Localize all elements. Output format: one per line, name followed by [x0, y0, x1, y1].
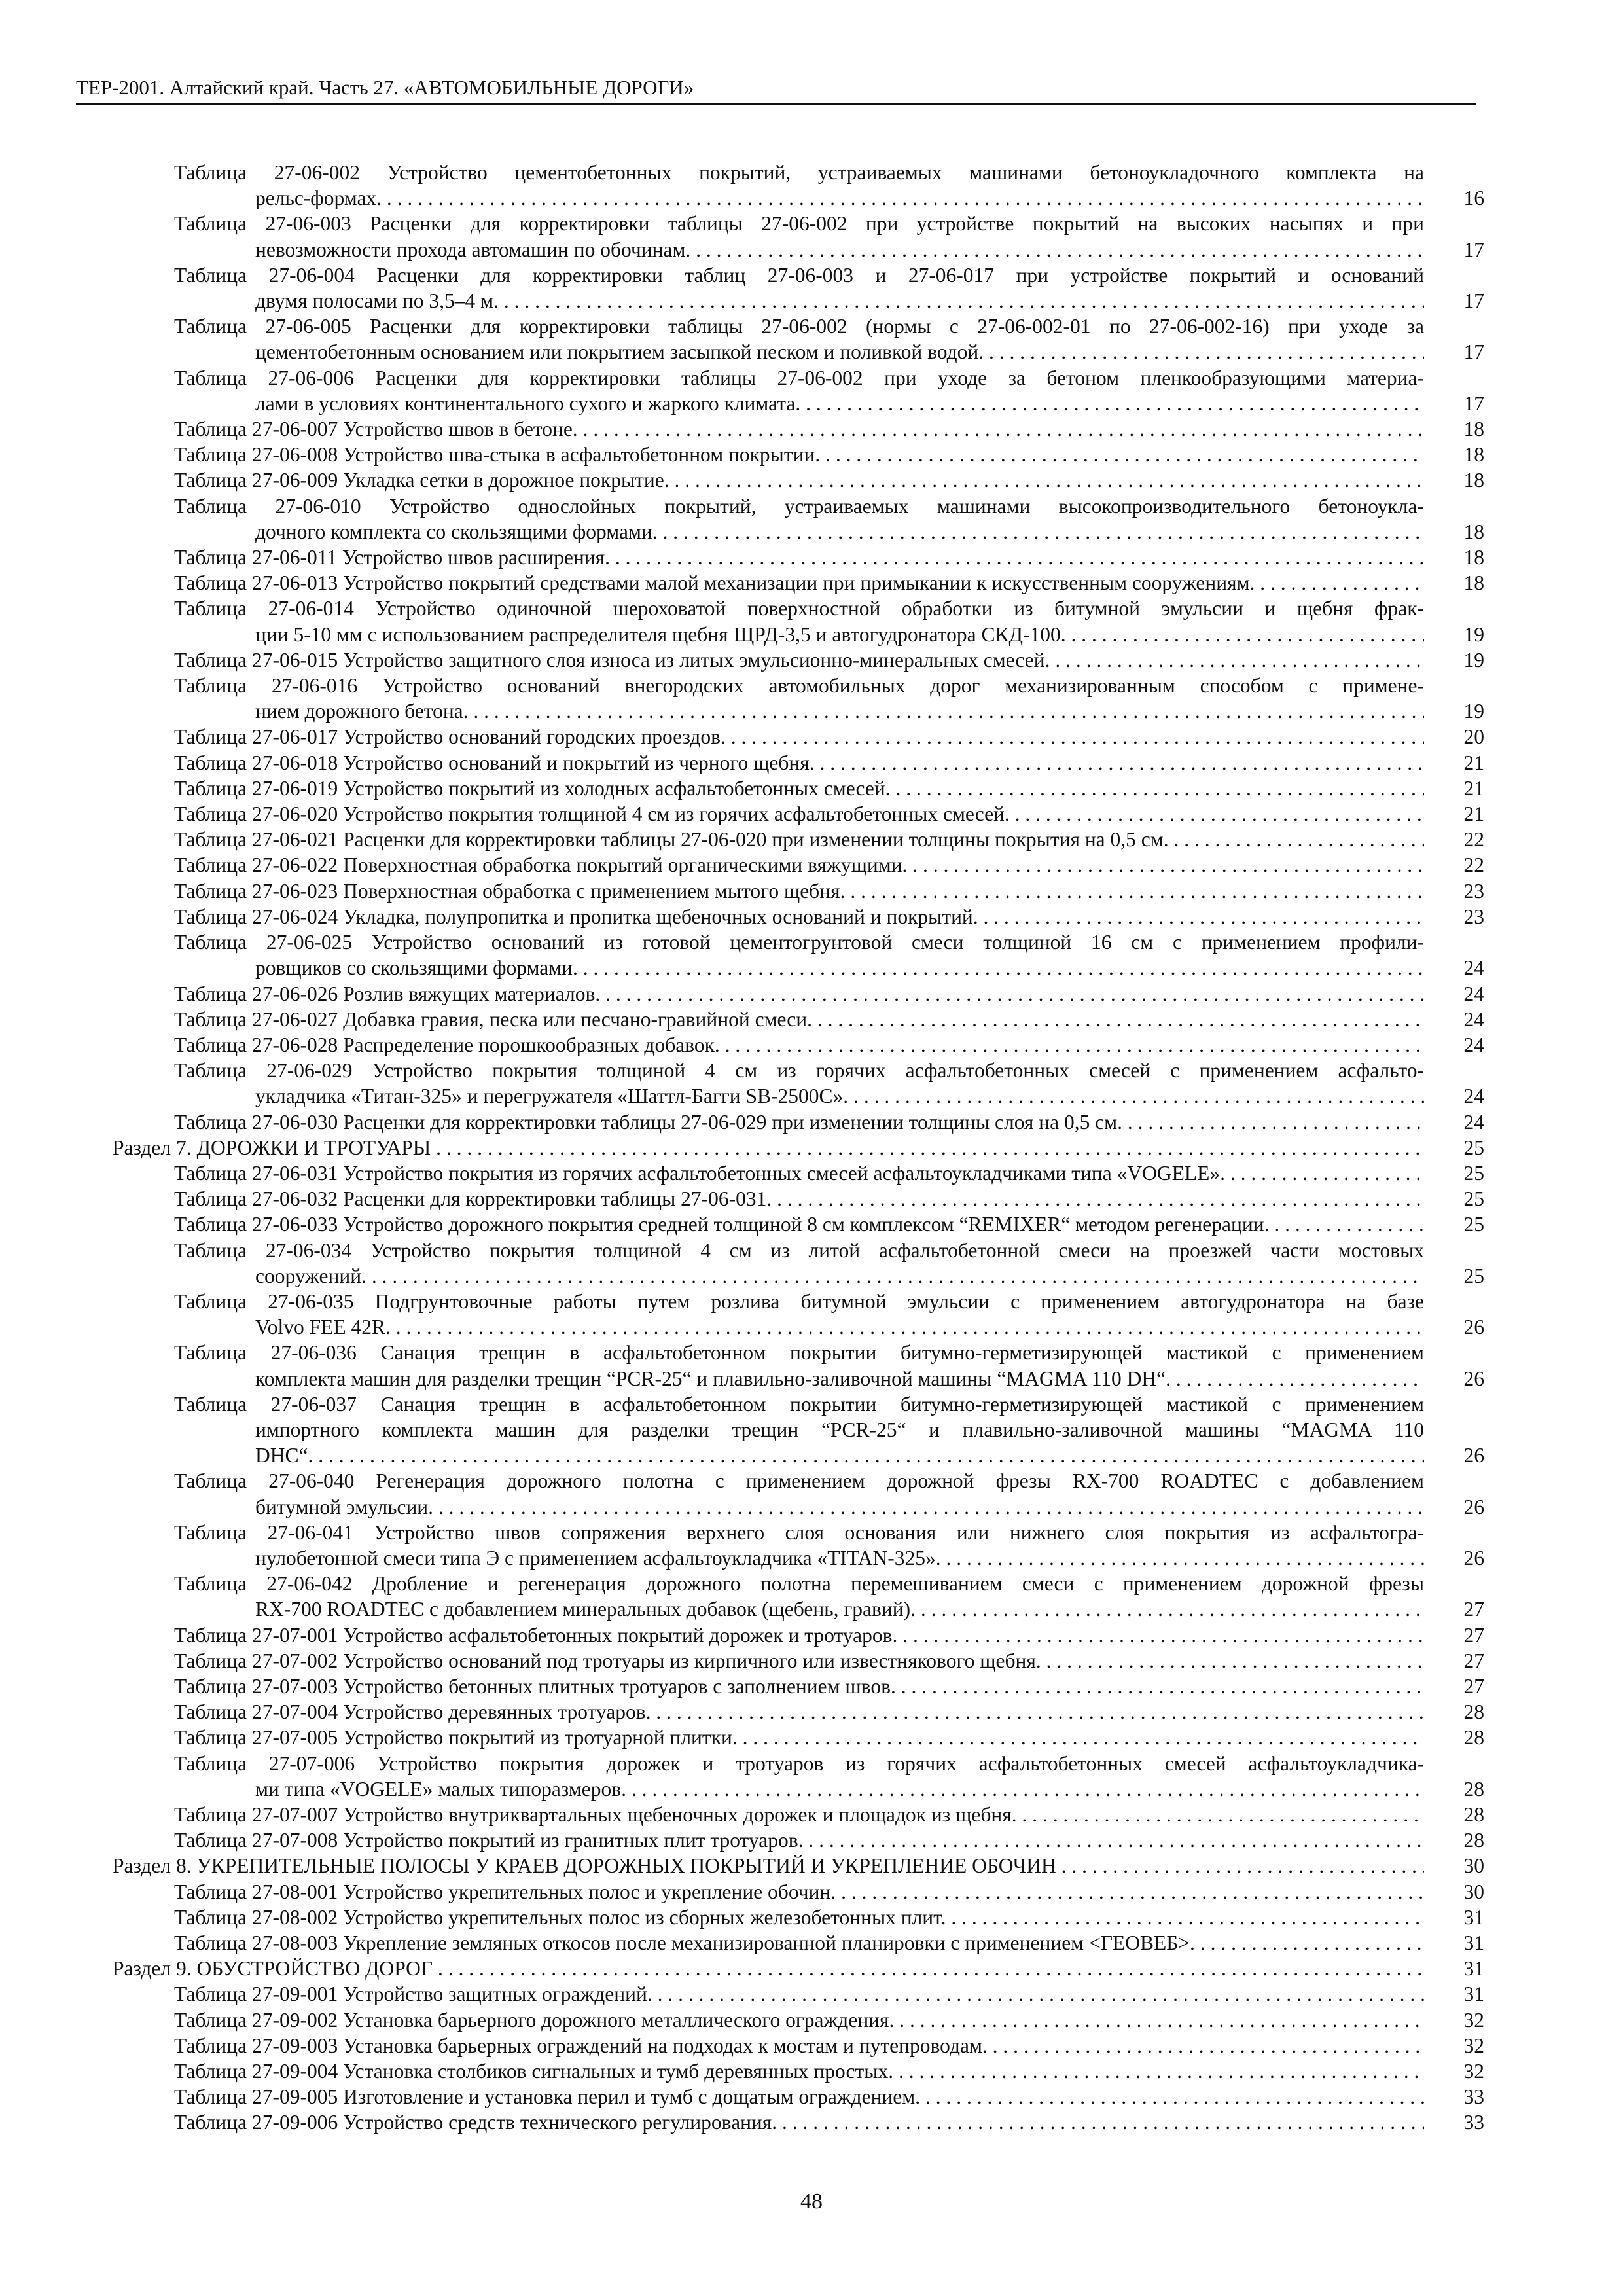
toc-entry-title-line: импортного комплекта машин для разделки трещин “PCR-25“ и плавильно-заливочной машины “MAGMA 110	[255, 1418, 1424, 1441]
toc-page-number: 18	[1463, 418, 1484, 441]
toc-page-number: 18	[1463, 520, 1484, 543]
toc-page-number: 25	[1463, 1161, 1484, 1185]
toc-table-entry[interactable]	[113, 1699, 1484, 1725]
toc-entry-title	[174, 1391, 1484, 1469]
toc-page-number: 27	[1463, 1649, 1484, 1672]
toc-page-number: 24	[1463, 982, 1484, 1005]
toc-page-number: 18	[1463, 443, 1484, 467]
toc-page-number: 31	[1463, 1931, 1484, 1955]
toc-entry-title	[174, 1520, 1484, 1571]
toc-table-entry[interactable]	[113, 314, 1484, 365]
toc-page-number: 32	[1463, 2034, 1484, 2057]
toc-entry-title	[174, 1160, 1484, 1186]
toc-entry-title-last-line: Таблица 27-06-018 Устройство оснований и покрытий из черного щебня. . . .	[174, 750, 1424, 776]
toc-table-entry[interactable]	[113, 211, 1484, 262]
toc-entry-title	[174, 1032, 1484, 1058]
toc-entry-title-last-line: Таблица 27-09-004 Установка столбиков сигнальных и тумб деревянных простых. . . .	[174, 2058, 1424, 2084]
toc-entry-title-last-line: Таблица 27-06-007 Устройство швов в бетоне. . . .	[174, 416, 1424, 442]
toc-page-number: 18	[1463, 469, 1484, 492]
toc-entry-title	[174, 1751, 1484, 1802]
toc-entry-title	[174, 1879, 1484, 1905]
toc-section-entry[interactable]	[113, 1853, 1484, 1878]
toc-entry-title	[174, 570, 1484, 596]
toc-page-number: 19	[1463, 700, 1484, 723]
toc-entry-title	[174, 1340, 1484, 1391]
toc-entry-title-last-line: ми типа «VOGELE» малых типоразмеров. . . .	[174, 1776, 1424, 1802]
toc-entry-title-last-line: Таблица 27-06-030 Расценки для корректировки таблицы 27-06-029 при изменении толщины слоя на 0,5 см. . . .	[174, 1109, 1424, 1135]
toc-page-number: 30	[1463, 1854, 1484, 1878]
toc-entry-title	[174, 2084, 1484, 2109]
toc-entry-title	[174, 211, 1484, 262]
toc-entry-title-last-line: Таблица 27-09-003 Установка барьерных ограждений на подходах к мостам и путепроводам. . . .	[174, 2033, 1424, 2058]
toc-entry-title-last-line: рельс-формах. . . .	[174, 185, 1424, 211]
toc-table-entry[interactable]	[113, 1879, 1484, 1905]
toc-table-entry[interactable]	[113, 570, 1484, 596]
toc-entry-title-line: Таблица 27-06-034 Устройство покрытия толщиной 4 см из литой асфальтобетонной смеси на проезжей части мостовых	[174, 1238, 1424, 1262]
toc-table-entry[interactable]	[113, 2007, 1484, 2033]
toc-entry-title-line: Таблица 27-06-010 Устройство однослойных покрытий, устраиваемых машинами высокопроизводительного бетоноукла-	[174, 494, 1424, 518]
toc-entry-title-last-line: Таблица 27-06-020 Устройство покрытия толщиной 4 см из горячих асфальтобетонных смесей. . . .	[174, 801, 1424, 827]
toc-page-number: 17	[1463, 289, 1484, 313]
toc-table-entry[interactable]	[113, 981, 1484, 1007]
toc-table-entry[interactable]	[113, 365, 1484, 416]
toc-entry-title	[174, 365, 1484, 416]
toc-entry-title	[174, 827, 1484, 852]
toc-entry-title	[174, 1211, 1484, 1237]
toc-entry-title	[174, 160, 1484, 211]
toc-entry-title-last-line: лами в условиях континентального сухого и жаркого климата. . . .	[174, 391, 1424, 416]
toc-page-number: 28	[1463, 1829, 1484, 1852]
toc-table-entry[interactable]	[113, 878, 1484, 904]
toc-table-entry[interactable]	[113, 493, 1484, 545]
toc-entry-title-line: Таблица 27-06-014 Устройство одиночной шероховатой поверхностной обработки из битумной эмульсии и щебня фрак-	[174, 597, 1424, 620]
toc-entry-title-line: Таблица 27-06-036 Санация трещин в асфальтобетонном покрытии битумно-герметизирующей мастикой с применением	[174, 1341, 1424, 1365]
toc-page-number: 24	[1463, 1033, 1484, 1056]
toc-entry-title	[174, 596, 1484, 647]
toc-table-entry[interactable]	[113, 724, 1484, 749]
toc-table-entry[interactable]	[113, 776, 1484, 801]
toc-table-entry[interactable]	[113, 1802, 1484, 1827]
toc-entry-title-line: Таблица 27-06-037 Санация трещин в асфальтобетонном покрытии битумно-герметизирующей мастикой с применением	[174, 1392, 1424, 1416]
toc-page-number: 31	[1463, 1905, 1484, 1929]
toc-table-entry[interactable]	[113, 1930, 1484, 1956]
toc-table-entry[interactable]	[113, 1648, 1484, 1674]
toc-entry-title-last-line: RX-700 ROADTEC с добавлением минеральных добавок (щебень, гравий). . . .	[174, 1596, 1424, 1622]
toc-table-entry[interactable]	[113, 1109, 1484, 1135]
toc-page-number: 24	[1463, 956, 1484, 980]
toc-entry-title-line: Таблица 27-06-029 Устройство покрытия толщиной 4 см из горячих асфальтобетонных смесей с применением асфальто-	[174, 1059, 1424, 1083]
toc-entry-title-last-line: комплекта машин для разделки трещин “PCR-25“ и плавильно-заливочной машины “MAGMA 110 DH“. . . .	[174, 1366, 1424, 1391]
toc-entry-title-last-line: Таблица 27-06-022 Поверхностная обработка покрытий органическими вяжущими. . . .	[174, 852, 1424, 878]
toc-entry-title-last-line: Таблица 27-06-028 Распределение порошкообразных добавок. . . .	[174, 1032, 1424, 1058]
toc-entry-title-line: Таблица 27-06-040 Регенерация дорожного полотна с применением дорожной фрезы RX-700 ROADTEC с добавлением	[174, 1469, 1424, 1493]
toc-entry-title-last-line: Таблица 27-08-003 Укрепление земляных откосов после механизированной планировки с применением <ГЕОВЕБ>. . . .	[174, 1930, 1424, 1956]
toc-entry-title-last-line: Таблица 27-06-019 Устройство покрытий из холодных асфальтобетонных смесей. . . .	[174, 776, 1424, 801]
toc-page-number: 26	[1463, 1316, 1484, 1339]
toc-entry-title	[174, 545, 1484, 570]
toc-entry-title	[174, 467, 1484, 493]
toc-table-entry[interactable]	[113, 1032, 1484, 1058]
toc-entry-title-last-line: Таблица 27-07-003 Устройство бетонных плитных тротуаров с заполнением швов. . . .	[174, 1674, 1424, 1699]
toc-page-number: 17	[1463, 238, 1484, 261]
toc-entry-title-last-line: Раздел 7. ДОРОЖКИ И ТРОТУАРЫ . . .	[113, 1135, 1424, 1160]
toc-section-entry[interactable]	[113, 1135, 1484, 1160]
toc-entry-title-line: Таблица 27-06-041 Устройство швов сопряжения верхнего слоя основания или нижнего слоя покрытия из асфальтогра-	[174, 1520, 1424, 1544]
toc-entry-title	[174, 647, 1484, 673]
toc-page-number: 27	[1463, 1598, 1484, 1621]
toc-table-entry[interactable]	[113, 647, 1484, 673]
toc-table-entry[interactable]	[113, 1571, 1484, 1622]
toc-table-entry[interactable]	[113, 545, 1484, 570]
toc-entry-title-last-line: битумной эмульсии. . . .	[174, 1494, 1424, 1520]
toc-page-number: 21	[1463, 751, 1484, 774]
toc-page-number: 24	[1463, 1110, 1484, 1134]
toc-entry-title-line: Таблица 27-06-035 Подгрунтовочные работы путем розлива битумной эмульсии с применением автогудронатора на базе	[174, 1289, 1424, 1313]
toc-entry-title	[174, 878, 1484, 904]
toc-table-entry[interactable]	[113, 160, 1484, 211]
toc-page-number: 32	[1463, 2008, 1484, 2032]
toc-entry-title	[174, 929, 1484, 980]
toc-table-entry[interactable]	[113, 2058, 1484, 2084]
page-number: 48	[800, 2189, 823, 2214]
toc-page-number: 24	[1463, 1007, 1484, 1031]
toc-entry-title-last-line: Таблица 27-07-005 Устройство покрытий из тротуарной плитки. . . .	[174, 1725, 1424, 1750]
toc-entry-title	[174, 724, 1484, 749]
toc-page-number: 31	[1463, 1982, 1484, 2006]
toc-entry-title-last-line: ровщиков со скользящими формами. . . .	[174, 955, 1424, 980]
toc-table-entry[interactable]	[113, 1186, 1484, 1211]
toc-table-entry[interactable]	[113, 801, 1484, 827]
toc-page-number: 25	[1463, 1264, 1484, 1287]
toc-page-number: 26	[1463, 1495, 1484, 1518]
toc-entry-title-last-line: Раздел 8. УКРЕПИТЕЛЬНЫЕ ПОЛОСЫ У КРАЕВ ДОРОЖНЫХ ПОКРЫТИЙ И УКРЕПЛЕНИЕ ОБОЧИН . . .	[113, 1853, 1424, 1878]
toc-entry-title	[174, 1058, 1484, 1109]
toc-page-number: 33	[1463, 2085, 1484, 2109]
toc-page-number: 18	[1463, 571, 1484, 595]
toc-entry-title-last-line: Таблица 27-07-008 Устройство покрытий из гранитных плит тротуаров. . . .	[174, 1827, 1424, 1853]
toc-page-number: 23	[1463, 905, 1484, 928]
toc-page-number: 28	[1463, 1803, 1484, 1826]
toc-table-entry[interactable]	[113, 1674, 1484, 1699]
toc-table-entry[interactable]	[113, 929, 1484, 980]
toc-entry-title-last-line: нием дорожного бетона. . . .	[174, 698, 1424, 724]
toc-entry-title	[113, 1956, 1484, 1981]
toc-entry-title	[174, 2109, 1484, 2135]
toc-entry-title-line: Таблица 27-06-006 Расценки для корректировки таблицы 27-06-002 при уходе за бетоном пленкообразующими материа-	[174, 366, 1424, 389]
toc-table-entry[interactable]	[113, 1289, 1484, 1340]
toc-entry-title-last-line: двумя полосами по 3,5–4 м. . . .	[174, 288, 1424, 314]
toc-page-number: 27	[1463, 1623, 1484, 1647]
toc-entry-title-last-line: Таблица 27-06-009 Укладка сетки в дорожное покрытие. . . .	[174, 467, 1424, 493]
toc-entry-title-last-line: Таблица 27-09-005 Изготовление и установка перил и тумб с дощатым ограждением. . . .	[174, 2084, 1424, 2109]
toc-entry-title	[174, 750, 1484, 776]
toc-table-entry[interactable]	[113, 1751, 1484, 1802]
toc-entry-title	[174, 1007, 1484, 1032]
toc-page-number: 22	[1463, 853, 1484, 877]
toc-page-number: 30	[1463, 1880, 1484, 1903]
toc-entry-title	[174, 1289, 1484, 1340]
toc-table-entry[interactable]	[113, 1058, 1484, 1109]
toc-entry-title-line: Таблица 27-06-042 Дробление и регенерация дорожного полотна перемешиванием смеси с применением дорожной фрезы	[174, 1572, 1424, 1596]
toc-table-entry[interactable]	[113, 1905, 1484, 1930]
toc-table-entry[interactable]	[113, 416, 1484, 442]
toc-page-number: 28	[1463, 1726, 1484, 1749]
toc-entry-title	[174, 1238, 1484, 1289]
toc-entry-title-last-line: Таблица 27-08-001 Устройство укрепительных полос и укрепление обочин. . . .	[174, 1879, 1424, 1905]
toc-entry-title-last-line: Таблица 27-06-023 Поверхностная обработка с применением мытого щебня. . . .	[174, 878, 1424, 904]
toc-entry-title-last-line: Таблица 27-07-007 Устройство внутриквартальных щебеночных дорожек и площадок из щебня. . . .	[174, 1802, 1424, 1827]
toc-entry-title	[174, 1905, 1484, 1930]
toc-entry-title-last-line: Таблица 27-06-011 Устройство швов расширения. . . .	[174, 545, 1424, 570]
toc-entry-title-last-line: Таблица 27-06-031 Устройство покрытия из горячих асфальтобетонных смесей асфальтоукладчиками типа «VOGELE». . . .	[174, 1160, 1424, 1186]
toc-table-entry[interactable]	[113, 1238, 1484, 1289]
toc-entry-title-last-line: нулобетонной смеси типа Э с применением асфальтоукладчика «TITAN-325». . . .	[174, 1545, 1424, 1571]
toc-table-entry[interactable]	[113, 750, 1484, 776]
toc-table-entry[interactable]	[113, 1520, 1484, 1571]
toc-entry-title	[174, 493, 1484, 545]
toc-entry-title	[174, 416, 1484, 442]
toc-entry-title-last-line: Таблица 27-06-008 Устройство шва-стыка в асфальтобетонном покрытии. . . .	[174, 442, 1424, 467]
toc-entry-title	[174, 981, 1484, 1007]
toc-entry-title	[174, 1186, 1484, 1211]
toc-table-entry[interactable]	[113, 442, 1484, 467]
toc-entry-title-last-line: цементобетонным основанием или покрытием засыпкой песком и поливкой водой. . . .	[174, 339, 1424, 365]
toc-table-entry[interactable]	[113, 2084, 1484, 2109]
toc-table-entry[interactable]	[113, 673, 1484, 724]
toc-entry-title-last-line: сооружений. . . .	[174, 1263, 1424, 1289]
toc-page-number: 24	[1463, 1085, 1484, 1108]
toc-entry-title-last-line: Таблица 27-07-001 Устройство асфальтобетонных покрытий дорожек и тротуаров. . . .	[174, 1623, 1424, 1648]
table-of-contents	[113, 160, 1484, 2136]
toc-page-number: 19	[1463, 648, 1484, 672]
toc-table-entry[interactable]	[113, 1340, 1484, 1391]
toc-entry-title	[174, 1930, 1484, 1956]
toc-entry-title-line: Таблица 27-07-006 Устройство покрытия дорожек и тротуаров из горячих асфальтобетонных смесей асфальтоукладчика-	[174, 1751, 1424, 1775]
toc-entry-title-last-line: Таблица 27-06-013 Устройство покрытий средствами малой механизации при примыкании к искусственным сооружениям. . . .	[174, 570, 1424, 596]
toc-entry-title	[174, 2007, 1484, 2033]
toc-entry-title-line: Таблица 27-06-005 Расценки для корректировки таблицы 27-06-002 (нормы с 27-06-002-01 по 27-06-002-16) при уходе за	[174, 315, 1424, 338]
toc-entry-title-last-line: Таблица 27-08-002 Устройство укрепительных полос из сборных железобетонных плит. . . .	[174, 1905, 1424, 1930]
toc-table-entry[interactable]	[113, 2109, 1484, 2135]
toc-page-number: 18	[1463, 546, 1484, 569]
toc-page-number: 22	[1463, 828, 1484, 852]
running-header: ТЕР-2001. Алтайский край. Часть 27. «АВТОМОБИЛЬНЫЕ ДОРОГИ»	[76, 73, 1476, 105]
toc-table-entry[interactable]	[113, 1007, 1484, 1032]
toc-entry-title	[174, 1827, 1484, 1853]
toc-entry-title-line: Таблица 27-06-002 Устройство цементобетонных покрытий, устраиваемых машинами бетоноукладочного комплекта на	[174, 161, 1424, 184]
toc-entry-title	[174, 442, 1484, 467]
toc-entry-title-last-line: Таблица 27-06-033 Устройство дорожного покрытия средней толщиной 8 см комплексом “REMIXER“ методом регенерации. . . .	[174, 1211, 1424, 1237]
toc-entry-title-line: Таблица 27-06-025 Устройство оснований из готовой цементогрунтовой смеси толщиной 16 см с применением профили-	[174, 931, 1424, 954]
toc-table-entry[interactable]	[113, 827, 1484, 852]
toc-entry-title	[174, 1981, 1484, 2007]
toc-entry-title	[174, 1725, 1484, 1750]
toc-page-number: 26	[1463, 1444, 1484, 1467]
toc-entry-title-last-line: Таблица 27-06-027 Добавка гравия, песка или песчано-гравийной смеси. . . .	[174, 1007, 1424, 1032]
toc-entry-title-last-line: Таблица 27-06-026 Розлив вяжущих материалов. . . .	[174, 981, 1424, 1007]
toc-entry-title-last-line: Таблица 27-06-017 Устройство оснований городских проездов. . . .	[174, 724, 1424, 749]
toc-page-number: 32	[1463, 2060, 1484, 2083]
toc-table-entry[interactable]	[113, 1391, 1484, 1469]
toc-page-number: 28	[1463, 1777, 1484, 1801]
toc-entry-title-last-line: Таблица 27-06-032 Расценки для корректировки таблицы 27-06-031. . . .	[174, 1186, 1424, 1211]
toc-table-entry[interactable]	[113, 2033, 1484, 2058]
toc-entry-title	[174, 262, 1484, 314]
toc-entry-title-last-line: Таблица 27-09-006 Устройство средств технического регулирования. . . .	[174, 2109, 1424, 2135]
toc-entry-title-last-line: DHC“. . . .	[174, 1443, 1424, 1468]
toc-entry-title	[174, 1802, 1484, 1827]
toc-page-number: 17	[1463, 391, 1484, 415]
toc-entry-title	[174, 801, 1484, 827]
toc-page-number: 23	[1463, 879, 1484, 903]
toc-page-number: 27	[1463, 1674, 1484, 1698]
toc-table-entry[interactable]	[113, 1827, 1484, 1853]
toc-table-entry[interactable]	[113, 1981, 1484, 2007]
toc-page-number: 26	[1463, 1367, 1484, 1390]
toc-table-entry[interactable]	[113, 852, 1484, 878]
toc-page-number: 16	[1463, 187, 1484, 210]
toc-page-number: 25	[1463, 1213, 1484, 1236]
toc-page-number: 20	[1463, 725, 1484, 749]
toc-page-number: 25	[1463, 1136, 1484, 1159]
toc-page-number: 19	[1463, 622, 1484, 646]
toc-entry-title	[174, 1623, 1484, 1648]
toc-entry-title-last-line: Таблица 27-07-002 Устройство оснований под тротуары из кирпичного или известнякового щебня. . . .	[174, 1648, 1424, 1674]
toc-entry-title-last-line: Таблица 27-07-004 Устройство деревянных тротуаров. . . .	[174, 1699, 1424, 1725]
toc-entry-title-last-line: Таблица 27-06-015 Устройство защитного слоя износа из литых эмульсионно-минеральных смесей. . . .	[174, 647, 1424, 673]
toc-table-entry[interactable]	[113, 262, 1484, 314]
toc-page-number: 33	[1463, 2111, 1484, 2134]
toc-entry-title	[174, 904, 1484, 929]
toc-entry-title-last-line: Таблица 27-06-021 Расценки для корректировки таблицы 27-06-020 при изменении толщины покрытия на 0,5 см. . . .	[174, 827, 1424, 852]
toc-entry-title	[174, 1468, 1484, 1519]
toc-entry-title	[113, 1853, 1484, 1878]
toc-page-number: 21	[1463, 802, 1484, 826]
toc-entry-title-last-line: Раздел 9. ОБУСТРОЙСТВО ДОРОГ . . .	[113, 1956, 1424, 1981]
toc-entry-title-last-line: укладчика «Титан-325» и перегружателя «Шаттл-Багги SB-2500С». . . .	[174, 1083, 1424, 1109]
toc-entry-title	[174, 1699, 1484, 1725]
toc-table-entry[interactable]	[113, 596, 1484, 647]
toc-entry-title-last-line: Таблица 27-06-024 Укладка, полупропитка и пропитка щебеночных оснований и покрытий. . . .	[174, 904, 1424, 929]
toc-page-number: 21	[1463, 776, 1484, 800]
toc-entry-title-last-line: Volvo FEE 42R. . . .	[174, 1314, 1424, 1340]
toc-table-entry[interactable]	[113, 1468, 1484, 1519]
toc-page-number: 28	[1463, 1700, 1484, 1724]
toc-page-number: 17	[1463, 340, 1484, 364]
toc-entry-title-line: Таблица 27-06-003 Расценки для корректировки таблицы 27-06-002 при устройстве покрытий на высоких насыпях и при	[174, 212, 1424, 236]
toc-table-entry[interactable]	[113, 1725, 1484, 1750]
toc-entry-title	[174, 776, 1484, 801]
toc-entry-title-last-line: Таблица 27-09-001 Устройство защитных ограждений. . . .	[174, 1981, 1424, 2007]
toc-page-number: 25	[1463, 1187, 1484, 1211]
toc-table-entry[interactable]	[113, 467, 1484, 493]
toc-table-entry[interactable]	[113, 1623, 1484, 1648]
toc-entry-title-line: Таблица 27-06-004 Расценки для корректировки таблиц 27-06-003 и 27-06-017 при устройстве покрытий и оснований	[174, 263, 1424, 287]
toc-entry-title-last-line: невозможности прохода автомашин по обочинам. . . .	[174, 237, 1424, 262]
toc-entry-title	[174, 2033, 1484, 2058]
toc-entry-title	[174, 852, 1484, 878]
toc-entry-title	[174, 2058, 1484, 2084]
toc-entry-title	[174, 314, 1484, 365]
toc-table-entry[interactable]	[113, 1211, 1484, 1237]
toc-entry-title	[174, 1648, 1484, 1674]
toc-entry-title	[113, 1135, 1484, 1160]
toc-entry-title	[174, 673, 1484, 724]
toc-entry-title-last-line: дочного комплекта со скользящими формами. . . .	[174, 519, 1424, 545]
toc-page-number: 26	[1463, 1546, 1484, 1570]
toc-entry-title-last-line: ции 5-10 мм с использованием распределителя щебня ЩРД-3,5 и автогудронатора СКД-100. . . .	[174, 622, 1424, 647]
toc-table-entry[interactable]	[113, 904, 1484, 929]
toc-entry-title	[174, 1674, 1484, 1699]
toc-page-number: 31	[1463, 1957, 1484, 1981]
toc-entry-title	[174, 1571, 1484, 1622]
toc-entry-title-line: Таблица 27-06-016 Устройство оснований внегородских автомобильных дорог механизированным способом с примене-	[174, 674, 1424, 698]
toc-table-entry[interactable]	[113, 1160, 1484, 1186]
toc-section-entry[interactable]	[113, 1956, 1484, 1981]
toc-entry-title	[174, 1109, 1484, 1135]
toc-entry-title-last-line: Таблица 27-09-002 Установка барьерного дорожного металлического ограждения. . . .	[174, 2007, 1424, 2033]
